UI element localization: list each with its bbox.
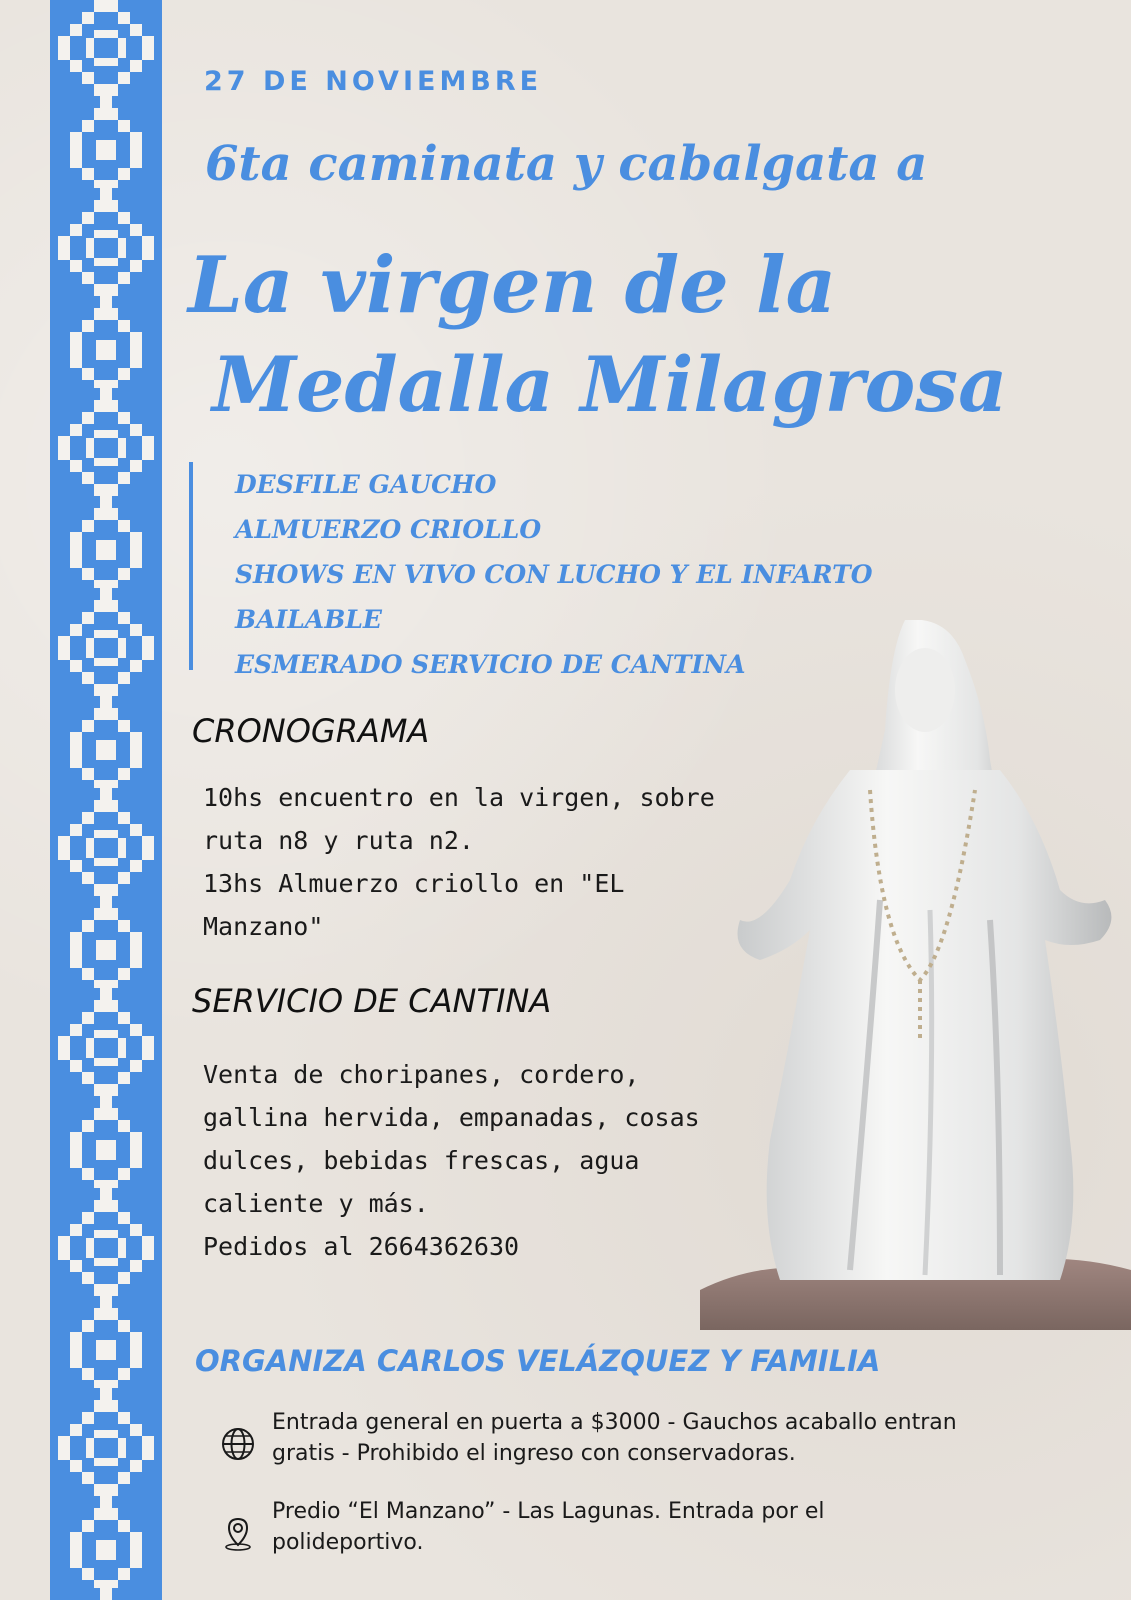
entrada-info — [272, 1407, 957, 1469]
cronograma-line: 10hs encuentro en la virgen, sobre — [203, 783, 715, 812]
event-subtitle: 6ta caminata y cabalgata a — [205, 136, 928, 192]
cantina-line: caliente y más. — [203, 1189, 429, 1218]
cantina-line: dulces, bebidas frescas, agua — [203, 1146, 640, 1175]
decorative-border — [50, 0, 162, 1600]
cantina-heading: SERVICIO DE CANTINA — [192, 982, 552, 1020]
feature-item: DESFILE GAUCHO — [235, 470, 497, 499]
virgin-statue-image — [700, 620, 1131, 1330]
cronograma-line: ruta n8 y ruta n2. — [203, 826, 474, 855]
lugar-line: Predio “El Manzano” - Las Lagunas. Entrada por el — [272, 1499, 825, 1524]
organizer-text: ORGANIZA CARLOS VELÁZQUEZ Y FAMILIA — [195, 1344, 881, 1378]
cronograma-text — [203, 776, 715, 948]
lugar-line: polideportivo. — [272, 1530, 424, 1555]
cantina-text — [203, 1053, 700, 1268]
feature-item: ALMUERZO CRIOLLO — [235, 515, 542, 544]
event-title-line2: Medalla Milagrosa — [212, 340, 1008, 429]
entrada-line: Entrada general en puerta a $3000 - Gauchos acaballo entran — [272, 1410, 957, 1435]
location-pin-icon — [220, 1516, 256, 1552]
cantina-line: Venta de choripanes, cordero, — [203, 1060, 640, 1089]
cantina-line: gallina hervida, empanadas, cosas — [203, 1103, 700, 1132]
event-date: 27 DE NOVIEMBRE — [204, 66, 543, 97]
feature-item: BAILABLE — [235, 605, 382, 634]
lugar-info — [272, 1496, 825, 1558]
feature-item: ESMERADO SERVICIO DE CANTINA — [235, 650, 746, 679]
feature-item: SHOWS EN VIVO CON LUCHO Y EL INFARTO — [235, 560, 873, 589]
cronograma-line: Manzano" — [203, 912, 324, 941]
cronograma-heading: CRONOGRAMA — [192, 712, 430, 750]
cantina-line: Pedidos al 2664362630 — [203, 1232, 520, 1261]
entrada-line: gratis - Prohibido el ingreso con conservadoras. — [272, 1441, 796, 1466]
event-title-line1: La virgen de la — [188, 240, 837, 331]
globe-icon — [220, 1426, 256, 1462]
cronograma-line: 13hs Almuerzo criollo en "EL — [203, 869, 625, 898]
